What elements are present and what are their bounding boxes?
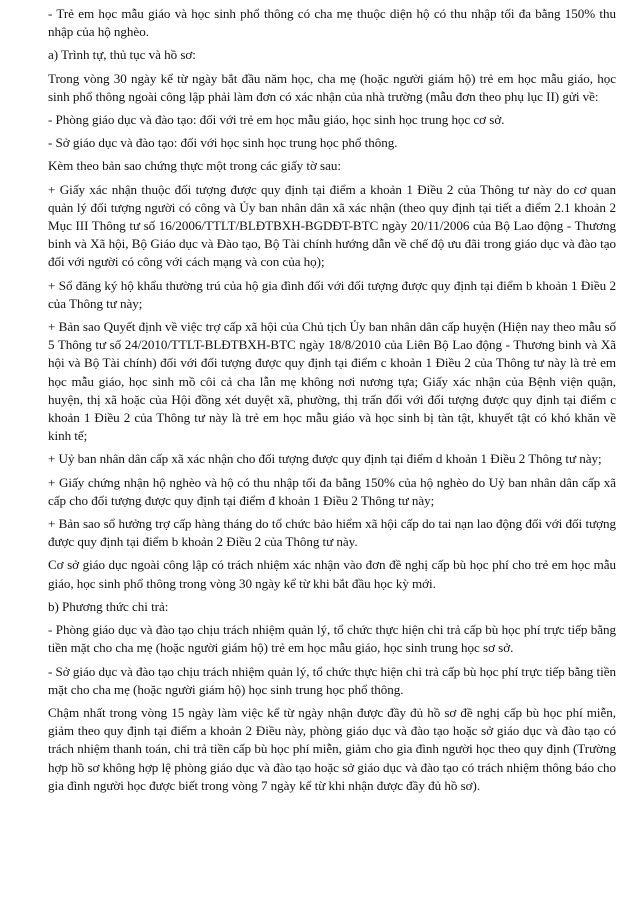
paragraph-monthly-allowance-book: + Bản sao sổ hưởng trợ cấp hàng tháng do tổ chức bảo hiểm xã hội cấp do tai nạn lao động đối với đối tượng được quy định tại điểm b khoản 2 Điều 2 của Thông tư này. bbox=[48, 516, 616, 550]
paragraph-education-department: - Sở giáo dục và đào tạo: đối với học sinh học trung học phổ thông. bbox=[48, 135, 398, 151]
paragraph-payment-deadline: Chậm nhất trong vòng 15 ngày làm việc kể từ ngày nhận được đầy đủ hồ sơ đề nghị cấp bù học phí miễn, giảm theo quy định tại điểm a khoản 2 Điều này, phòng giáo dục và đào tạo hoặc sở giáo dục và đào tạo có trách nhiệm thanh toán, chi trả tiền cấp bù học phí miễn, giảm cho gia đình người học theo quy định (Trường hợp hồ sơ không hợp lệ phòng giáo dục và đào tạo hoặc sở giáo dục và đào tạo có trách nhiệm thông báo cho gia đình người học được biết trong vòng 7 ngày kể từ khi nhận được đầy đủ hồ sơ). bbox=[48, 704, 616, 793]
paragraph-office-payment: - Phòng giáo dục và đào tạo chịu trách nhiệm quản lý, tổ chức thực hiện chi trả cấp bù học phí trực tiếp bằng tiền mặt cho cha mẹ (hoặc người giám hộ) trẻ em học mẫu giáo, học sinh trung học sơ sở. bbox=[48, 622, 616, 656]
paragraph-application-deadline: Trong vòng 30 ngày kể từ ngày bắt đầu năm học, cha mẹ (hoặc người giám hộ) trẻ em học mẫu giáo, học sinh phổ thông ngoài công lập phải làm đơn có xác nhận của nhà trường (mẫu đơn theo phụ lục II) gửi về: bbox=[48, 70, 616, 104]
paragraph-education-office: - Phòng giáo dục và đào tạo: đối với trẻ em học mẫu giáo, học sinh học trung học cơ sở. bbox=[48, 112, 505, 128]
paragraph-confirmation-point-a: + Giấy xác nhận thuộc đối tượng được quy định tại điểm a khoản 1 Điều 2 của Thông tư này do cơ quan quản lý đối tượng người có công và Ủy ban nhân dân xã xác nhận (theo quy định tại tiết a điểm 2.1 khoản 2 Mục III Thông tư số 16/2006/TTLT/BLĐTBXH-BGDĐT-BTC ngày 20/11/2006 của Bộ Lao động - Thương binh và Xã hội, Bộ Giáo dục và Đào tạo, Bộ Tài chính hướng dẫn về chế độ ưu đãi trong giáo dục và đào tạo đối với người có công với cách mạng và con của họ); bbox=[48, 181, 616, 270]
paragraph-private-institution-duty: Cơ sở giáo dục ngoài công lập có trách nhiệm xác nhận vào đơn đề nghị cấp bù học phí cho trẻ em học mẫu giáo, học sinh phổ thông trong vòng 30 ngày kể từ khi bắt đầu học kỳ mới. bbox=[48, 557, 616, 591]
paragraph-household-registration: + Sổ đăng ký hộ khẩu thường trú của hộ gia đình đối với đối tượng được quy định tại điểm b khoản 1 Điều 2 của Thông tư này; bbox=[48, 277, 616, 311]
paragraph-attached-documents: Kèm theo bản sao chứng thực một trong các giấy tờ sau: bbox=[48, 158, 341, 174]
heading-payment-method: b) Phương thức chi trả: bbox=[48, 598, 169, 614]
paragraph-department-payment: - Sở giáo dục và đào tạo chịu trách nhiệm quản lý, tổ chức thực hiện chi trả cấp bù học phí trực tiếp bằng tiền mặt cho cha mẹ (hoặc người giám hộ) học sinh trung học phổ thông. bbox=[48, 663, 616, 697]
heading-procedure: a) Trình tự, thủ tục và hồ sơ: bbox=[48, 47, 196, 63]
paragraph-social-allowance-decision: + Bản sao Quyết định về việc trợ cấp xã hội của Chủ tịch Ủy ban nhân dân cấp huyện (Hiện nay theo mẫu số 5 Thông tư số 24/2010/TTLT-BLĐTBXH-BTC ngày 18/8/2010 của Liên Bộ Lao động - Thương binh và Xã hội và Bộ Tài chính) đối với đối tượng được quy định tại điểm c khoản 1 Điều 2 của Thông tư này là trẻ em học mẫu giáo, học sinh mồ côi cả cha lẫn mẹ không nơi nương tựa; Giấy xác nhận của Bệnh viện quận, huyện, thị xã hoặc của Hội đồng xét duyệt xã, phường, thị trấn đối với đối tượng được quy định tại điểm c khoản 1 Điều 2 của Thông tư này là trẻ em học mẫu giáo và học sinh bị tàn tật, khuyết tật có khó khăn về kinh tế; bbox=[48, 319, 616, 444]
paragraph-commune-confirmation: + Uỷ ban nhân dân cấp xã xác nhận cho đối tượng được quy định tại điểm d khoản 1 Điều 2 Thông tư này; bbox=[48, 451, 602, 467]
paragraph-income-150: - Trẻ em học mẫu giáo và học sinh phổ thông có cha mẹ thuộc diện hộ có thu nhập tối đa bằng 150% thu nhập của hộ nghèo. bbox=[48, 6, 616, 40]
document-body bbox=[48, 5, 616, 800]
paragraph-poor-household-certificate: + Giấy chứng nhận hộ nghèo và hộ có thu nhập tối đa bằng 150% của hộ nghèo do Uỷ ban nhân dân cấp xã cấp cho đối tượng được quy định tại điểm đ khoản 1 Điều 2 Thông tư này; bbox=[48, 474, 616, 508]
